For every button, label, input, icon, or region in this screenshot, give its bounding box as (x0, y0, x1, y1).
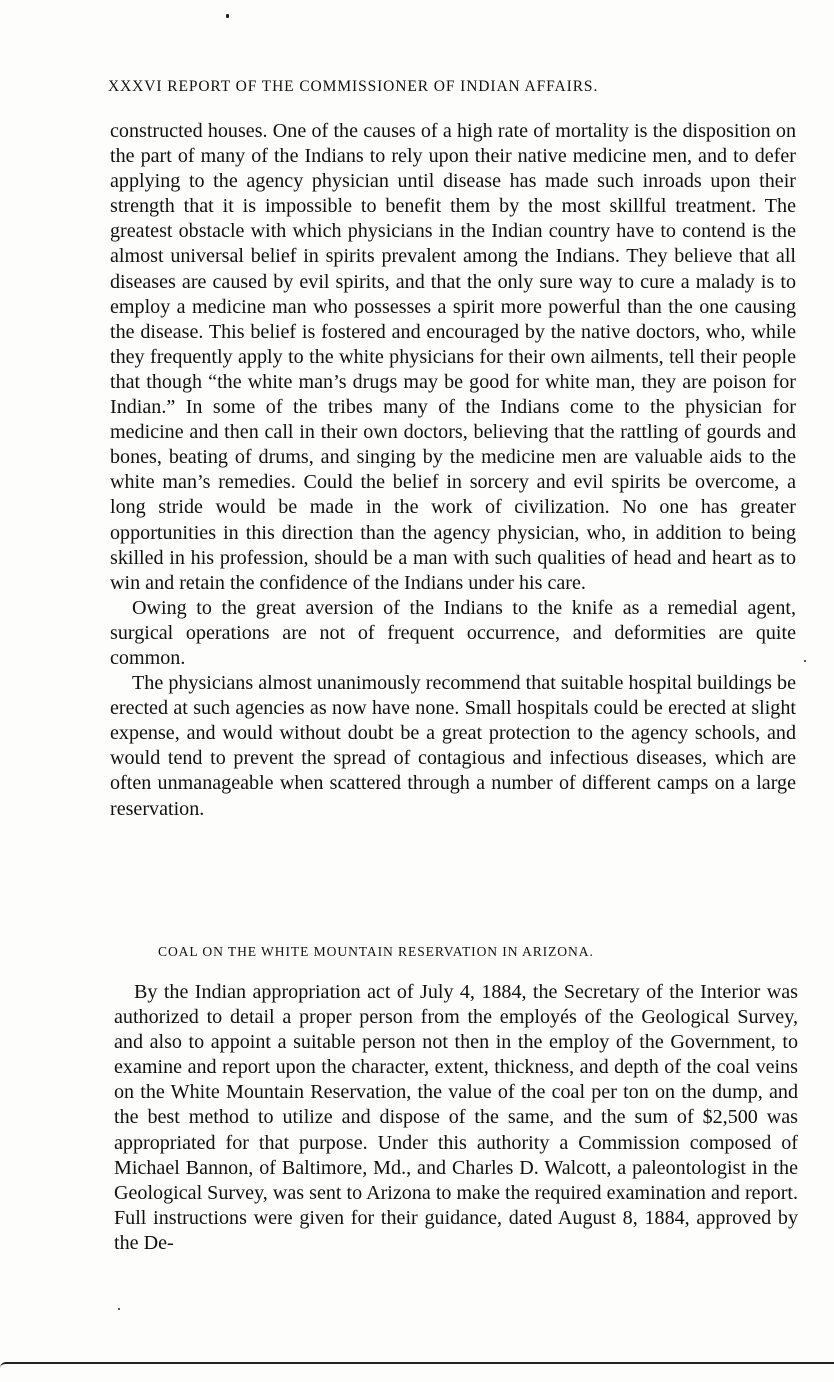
print-speck (226, 14, 229, 18)
body-section-coal (114, 980, 798, 1256)
paragraph-hospitals: The physicians almost unanimously recommend that suitable hospital buildings be erected at such agencies as now have none. Small hospitals could be erected at slight expense, and would without doubt be a great protection to the agency schools, and would tend to prevent the spread of contagious and infectious diseases, which are often unmanageable when scattered through a number of different camps on a large reservation. (110, 672, 796, 820)
paragraph-medicine-men: constructed houses. One of the causes of a high rate of mortality is the disposition on the part of many of the Indians to rely upon their native medicine men, and to defer applying to the agency physician until disease has made such inroads upon their strength that it is impossible to benefit them by the most skillful treatment. The greatest obstacle with which physicians in the Indian country have to contend is the almost universal belief in spirits prevalent among the Indians. They believe that all diseases are caused by evil spirits, and that the only sure way to cure a malady is to employ a medicine man who possesses a spirit more powerful than the one causing the disease. This belief is fostered and encouraged by the native doctors, who, while they frequently apply to the white physicians for their own ailments, tell their people that though “the white man’s drugs may be good for white man, they are poison for Indian.” In some of the tribes many of the Indians come to the physician for medicine and then call in their own doctors, believing that the rattling of gourds and bones, beating of drums, and singing by the medicine men are valuable aids to the white man’s remedies. Could the belief in sorcery and evil spirits be overcome, a long stride would be made in the work of civilization. No one has greater opportunities in this direction than the agency physician, who, in addition to being skilled in his profession, should be a man with such qualities of head and heart as to win and retain the confidence of the Indians under his care. (110, 120, 796, 594)
page-bottom-edge (0, 1362, 834, 1382)
section-heading: COAL ON THE WHITE MOUNTAIN RESERVATION IN ARIZONA. (158, 944, 594, 959)
paragraph-coal-commission: By the Indian appropriation act of July 4, 1884, the Secretary of the Interior was authorized to detail a proper person from the employés of the Geological Survey, and also to appoint a suitable person not then in the employ of the Government, to examine and report upon the character, extent, thickness, and depth of the coal veins on the White Mountain Reservation, the value of the coal per ton on the dump, and the best method to utilize and dispose of the same, and the sum of $2,500 was appropriated for that purpose. Under this authority a Commission composed of Michael Bannon, of Baltimore, Md., and Charles D. Walcott, a paleontologist in the Geological Survey, was sent to Arizona to make the required examination and report. Full instructions were given for their guidance, dated August 8, 1884, approved by the De- (114, 981, 798, 1254)
print-speck (804, 660, 806, 662)
paragraph-surgery: Owing to the great aversion of the Indians to the knife as a remedial agent, surgical operations are not of frequent occurrence, and deformities are quite common. (110, 596, 796, 669)
running-head: XXXVI REPORT OF THE COMMISSIONER OF INDIAN AFFAIRS. (108, 78, 599, 95)
print-speck (118, 1308, 120, 1310)
body-section-medical (110, 119, 796, 822)
